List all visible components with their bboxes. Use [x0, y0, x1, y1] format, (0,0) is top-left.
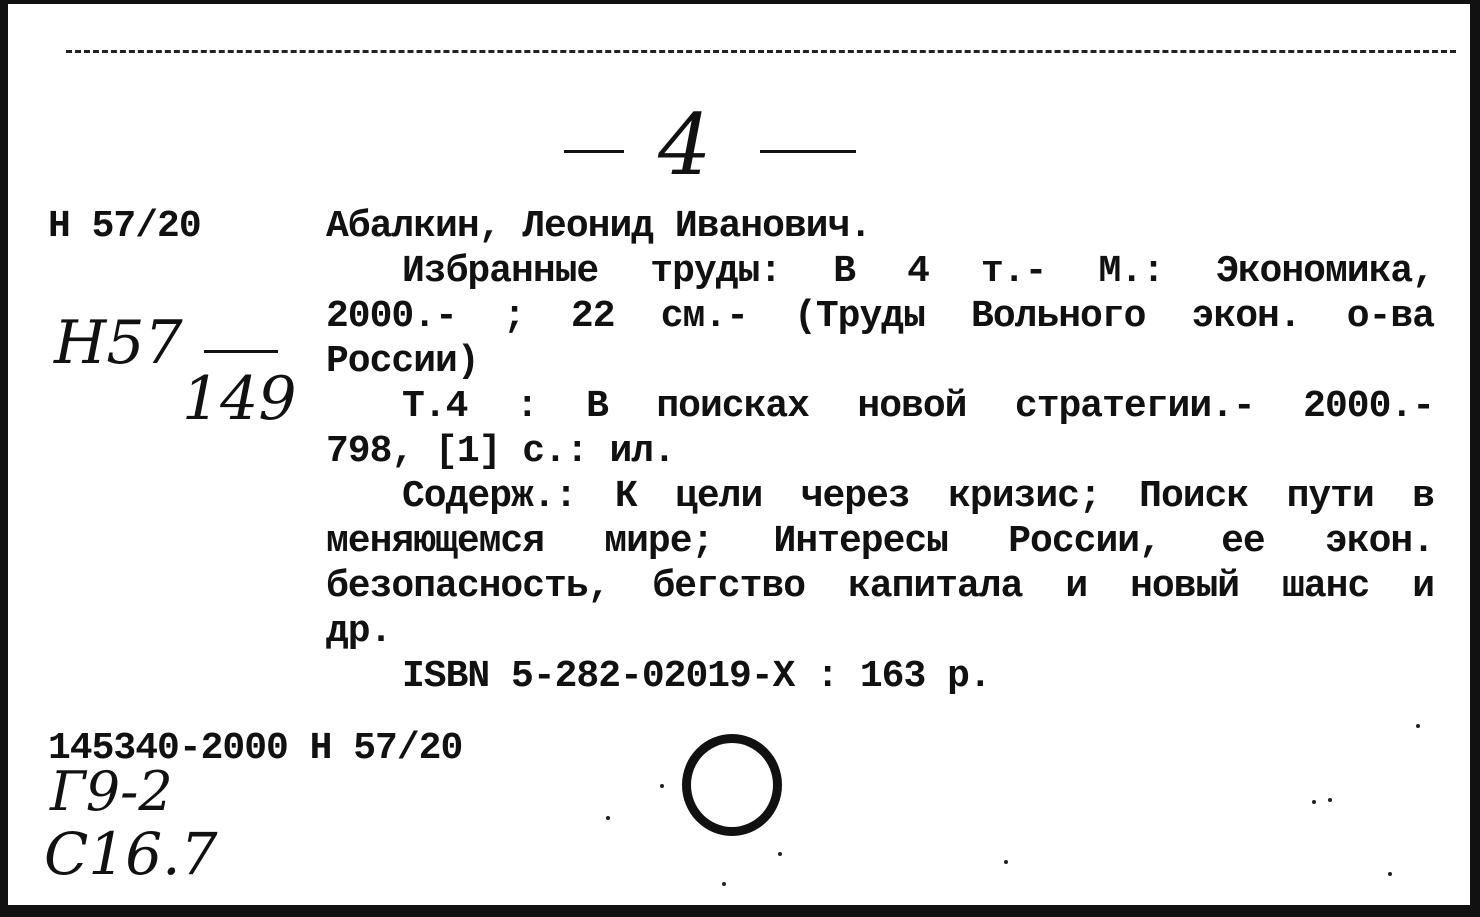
- speck: [778, 852, 782, 856]
- speck: [722, 882, 726, 886]
- volume-mark: 4: [658, 96, 712, 194]
- fraction-line: [204, 350, 278, 353]
- speck: [1388, 872, 1392, 876]
- handwritten-code-2: С16.7: [44, 820, 218, 888]
- author: Абалкин, Леонид Иванович.: [326, 205, 872, 248]
- contents-line-3: безопасность, бегство капитала и новый шанс и: [326, 565, 1434, 608]
- volume-line-2: 798, [1] с.: ил.: [326, 430, 675, 473]
- handwritten-shelf-number: 149: [182, 364, 297, 434]
- title-line-2: 2000.- ; 22 см.- (Труды Вольного экон. о-ва: [326, 295, 1434, 338]
- volume-line-1: Т.4 : В поисках новой стратегии.- 2000.-: [402, 385, 1434, 428]
- shelf-mark: H 57/20: [48, 205, 201, 248]
- speck: [606, 816, 610, 820]
- isbn-line: ISBN 5-282-02019-X : 163 р.: [402, 655, 991, 698]
- contents-line-2: меняющемся мире; Интересы России, ее экон.: [326, 520, 1434, 563]
- dash-left: [564, 150, 624, 153]
- handwritten-code-1: Г9-2: [50, 760, 173, 823]
- contents-line-1: Содерж.: К цели через кризис; Поиск пути в: [402, 475, 1434, 518]
- record-body: [326, 204, 1434, 699]
- handwritten-shelf: Н57: [54, 308, 183, 378]
- speck: [1416, 724, 1420, 728]
- speck: [1328, 798, 1332, 802]
- circle-mark: [682, 734, 782, 836]
- speck: [660, 784, 664, 788]
- title-line-3: России): [326, 340, 479, 383]
- speck: [1004, 860, 1008, 864]
- contents-line-4: др.: [326, 610, 392, 653]
- title-line-1: Избранные труды: В 4 т.- М.: Экономика,: [402, 250, 1434, 293]
- top-dashed-line: [66, 50, 1456, 53]
- speck: [1312, 800, 1316, 804]
- dash-right: [760, 150, 856, 153]
- accession-number: 145340-2000 H 57/20: [48, 727, 463, 770]
